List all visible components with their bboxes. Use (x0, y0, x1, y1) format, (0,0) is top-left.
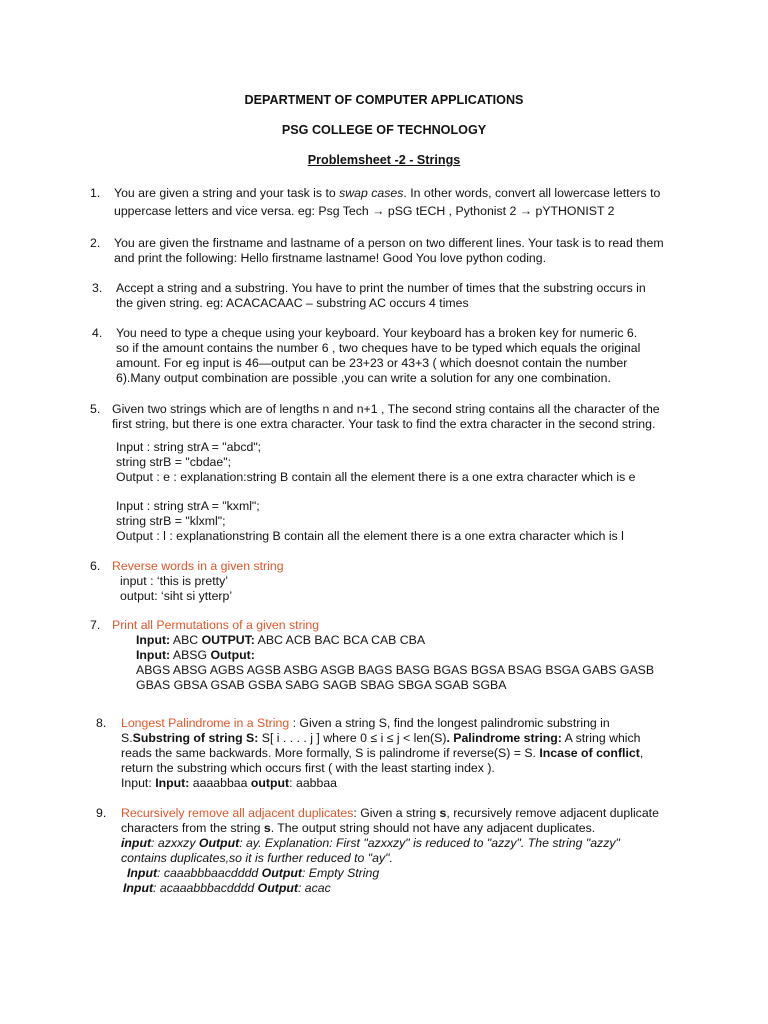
q4-number: 4. (92, 326, 103, 340)
college-title: PSG COLLEGE OF TECHNOLOGY (281, 123, 487, 137)
q4-line3: amount. For eg input is 46—output can be 23+23 or 43+3 ( which doesnot contain the number (116, 356, 628, 370)
q2-line1: You are given the firstname and lastname of a person on two different lines. Your task is to read them (114, 236, 664, 250)
q8-number: 8. (96, 716, 107, 730)
q4-line1: You need to type a cheque using your keyboard. Your keyboard has a broken key for numeric 6. (116, 326, 638, 340)
q5-line4: string strB = "cbdae"; (116, 455, 232, 469)
q3-line2: the given string. eg: ACACACAAC – substring AC occurs 4 times (116, 296, 469, 310)
q4-line2: so if the amount contains the number 6 , two cheques have to be typed which equals the original (116, 341, 641, 355)
q7-number: 7. (90, 618, 101, 632)
q5-line8: Output : l : explanationstring B contain all the element there is a one extra character which is l (116, 529, 624, 543)
q1-line1: You are given a string and your task is to swap cases. In other words, convert all lowercase letters to (114, 186, 661, 200)
q7-result2: GBAS GBSA GSAB GSBA SABG SAGB SBAG SBGA SGAB SGBA (136, 678, 507, 692)
q5-line1: Given two strings which are of lengths n and n+1 , The second string contains all the character of the (112, 402, 660, 416)
q9-line1: Recursively remove all adjacent duplicates: Given a string s, recursively remove adjacent duplicate (121, 806, 659, 820)
q4-line4: 6).Many output combination are possible ,you can write a solution for any one combination. (116, 371, 611, 385)
q5-line5: Output : e : explanation:string B contain all the element there is a one extra character which is e (116, 470, 636, 484)
q3-line1: Accept a string and a substring. You have to print the number of times that the substring occurs in (116, 281, 646, 295)
q7-result1: ABGS ABSG AGBS AGSB ASBG ASGB BAGS BASG BGAS BGSA BSAG BSGA GABS GASB (136, 663, 655, 677)
q7-line1: Input: ABC OUTPUT: ABC ACB BAC BCA CAB CBA (136, 633, 426, 647)
q3-number: 3. (92, 281, 103, 295)
q8-line3: reads the same backwards. More formally, S is palindrome if reverse(S) = S. Incase of conflict, (121, 746, 644, 760)
q6-line2: output: ‘siht si ytterp’ (120, 589, 233, 603)
q2-number: 2. (90, 236, 101, 250)
sheet-title: Problemsheet -2 - Strings (307, 153, 461, 167)
q9-line2: characters from the string s. The output string should not have any adjacent duplicates. (121, 821, 596, 835)
dept-title: DEPARTMENT OF COMPUTER APPLICATIONS (244, 93, 524, 107)
q8-line4: return the substring which occurs first ( with the least starting index ). (121, 761, 495, 775)
q9-line6: Input: acaaabbbacdddd Output: acac (123, 881, 331, 895)
q5-line7: string strB = "klxml"; (116, 514, 226, 528)
q7-title: Print all Permutations of a given string (112, 618, 320, 632)
q5-line3: Input : string strA = "abcd"; (116, 440, 262, 454)
q9-line3: input: azxxzy Output: ay. Explanation: First "azxxzy" is reduced to "azzy". The string "azzy" (121, 836, 620, 850)
q1-number: 1. (90, 186, 101, 200)
q9-number: 9. (96, 806, 107, 820)
q9-line5: Input: caaabbbaacdddd Output: Empty String (127, 866, 380, 880)
q2-line2: and print the following: Hello firstname lastname! Good You love python coding. (114, 251, 547, 265)
q5-line6: Input : string strA = "kxml"; (116, 499, 260, 513)
q6-line1: input : ‘this is pretty’ (120, 574, 228, 588)
q7-line2: Input: ABSG Output: (136, 648, 255, 662)
q8-line5: Input: Input: aaaabbaa output: aabbaa (121, 776, 338, 790)
q6-title: Reverse words in a given string (112, 559, 284, 573)
q6-number: 6. (90, 559, 101, 573)
q5-number: 5. (90, 402, 101, 416)
q8-line1: Longest Palindrome in a String : Given a string S, find the longest palindromic substring in (121, 716, 610, 730)
q9-line4: contains duplicates,so it is further reduced to "ay". (121, 851, 393, 865)
q5-line2: first string, but there is one extra character. Your task to find the extra character in the second string. (112, 417, 656, 431)
q1-line2: uppercase letters and vice versa. eg: Psg Tech → pSG tECH , Pythonist 2 → pYTHONIST 2 (114, 204, 615, 218)
q8-line2: S.Substring of string S: S[ i . . . . j ] where 0 ≤ i ≤ j < len(S). Palindrome string: A string which (121, 731, 641, 745)
